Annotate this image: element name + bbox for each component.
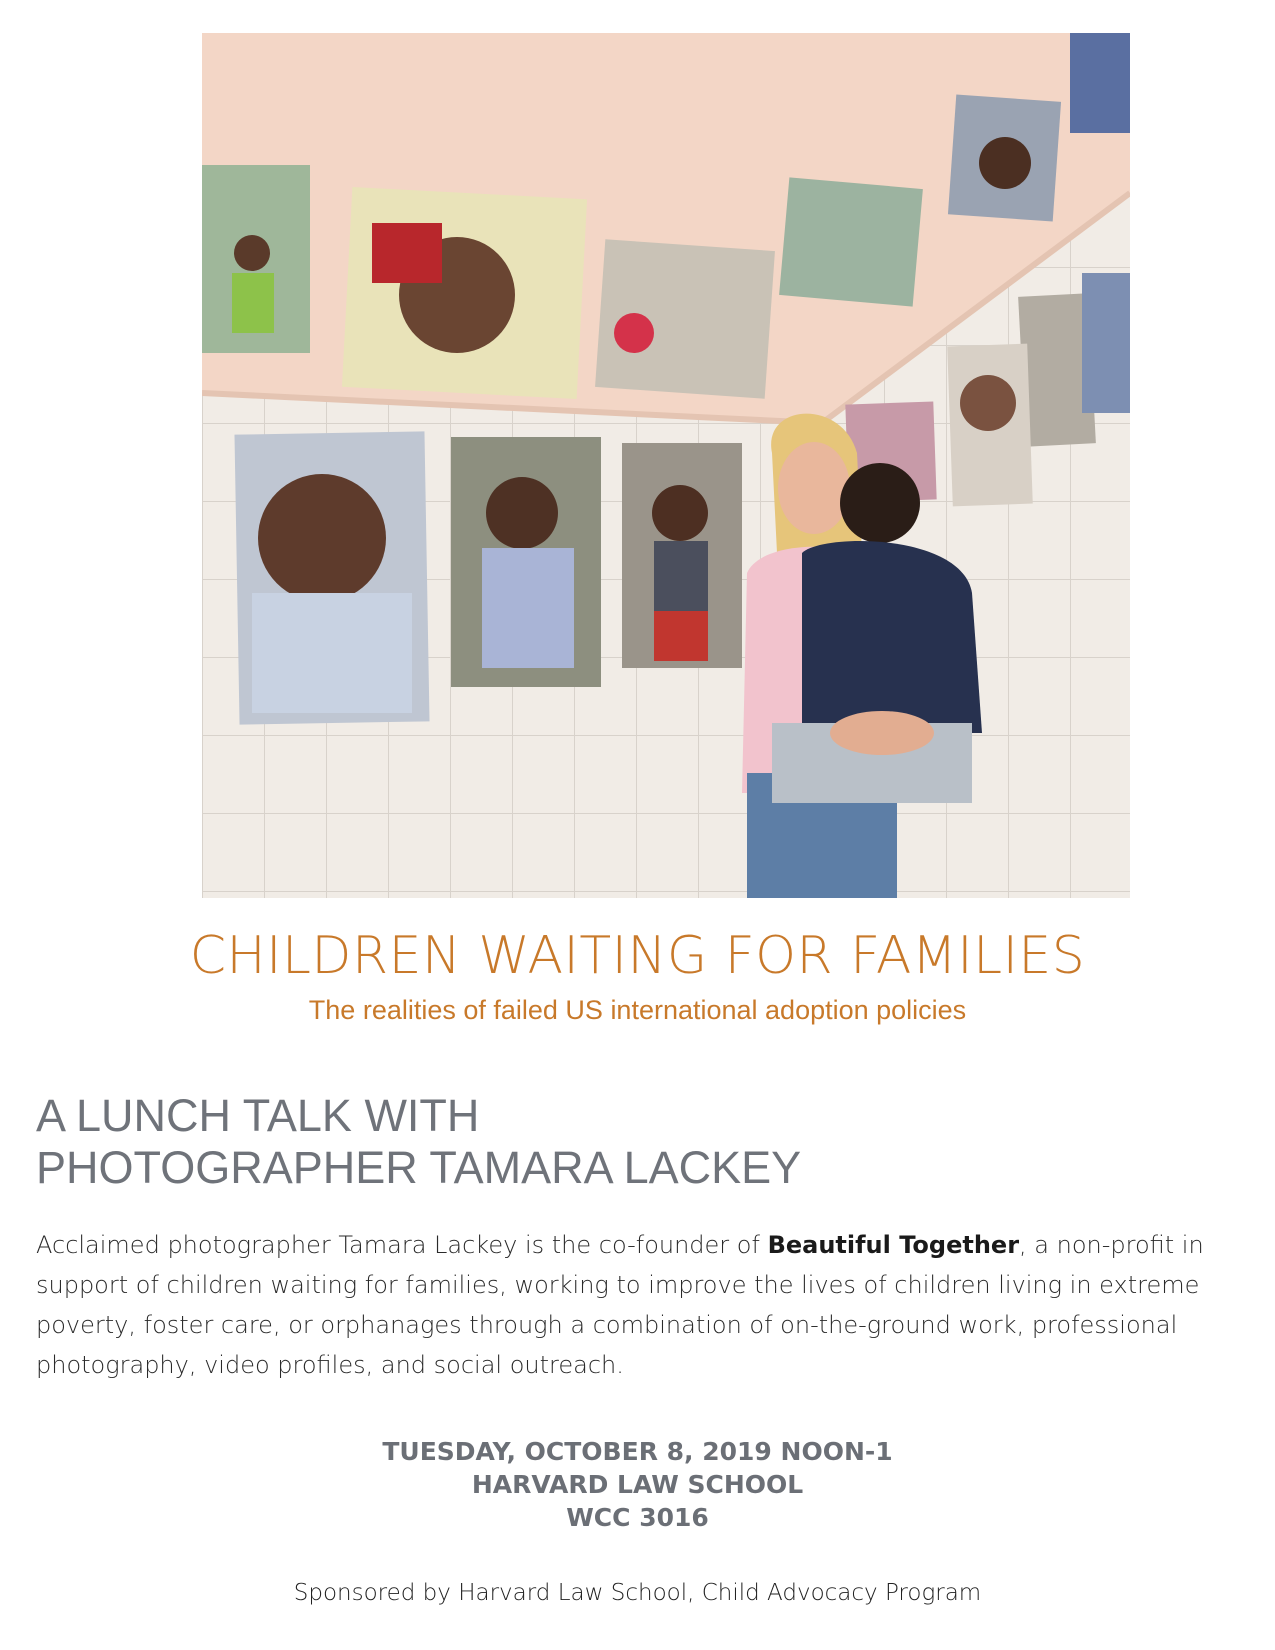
description-intro: Acclaimed photographer Tamara Lackey is the co-founder of [36, 1231, 768, 1259]
sponsor-line: Sponsored by Harvard Law School, Child Advocacy Program [293, 1580, 982, 1606]
event-date-time: TUESDAY, OCTOBER 8, 2019 NOON-1 [382, 1437, 893, 1466]
event-subtitle: The realities of failed US international adoption policies [308, 995, 967, 1025]
talk-heading-line-2: PHOTOGRAPHER TAMARA LACKEY [36, 1142, 802, 1193]
organization-name: Beautiful Together [767, 1231, 1020, 1259]
event-venue: HARVARD LAW SCHOOL [471, 1470, 804, 1499]
description-rest: , a non-profit in support of children waiting for families, working to improve the lives of children living in extreme poverty, foster care, or orphanages through a combination of on-the-ground work, professional photography, video profiles, and social outreach. [36, 1231, 1204, 1379]
event-details [0, 1435, 1275, 1534]
event-room: WCC 3016 [566, 1503, 709, 1532]
talk-heading-line-1: A LUNCH TALK WITH [36, 1090, 480, 1141]
description-paragraph [36, 1225, 1236, 1385]
event-title: CHILDREN WAITING FOR FAMILIES [189, 926, 1086, 986]
hero-photo [202, 33, 1130, 898]
talk-heading [36, 1090, 1236, 1194]
